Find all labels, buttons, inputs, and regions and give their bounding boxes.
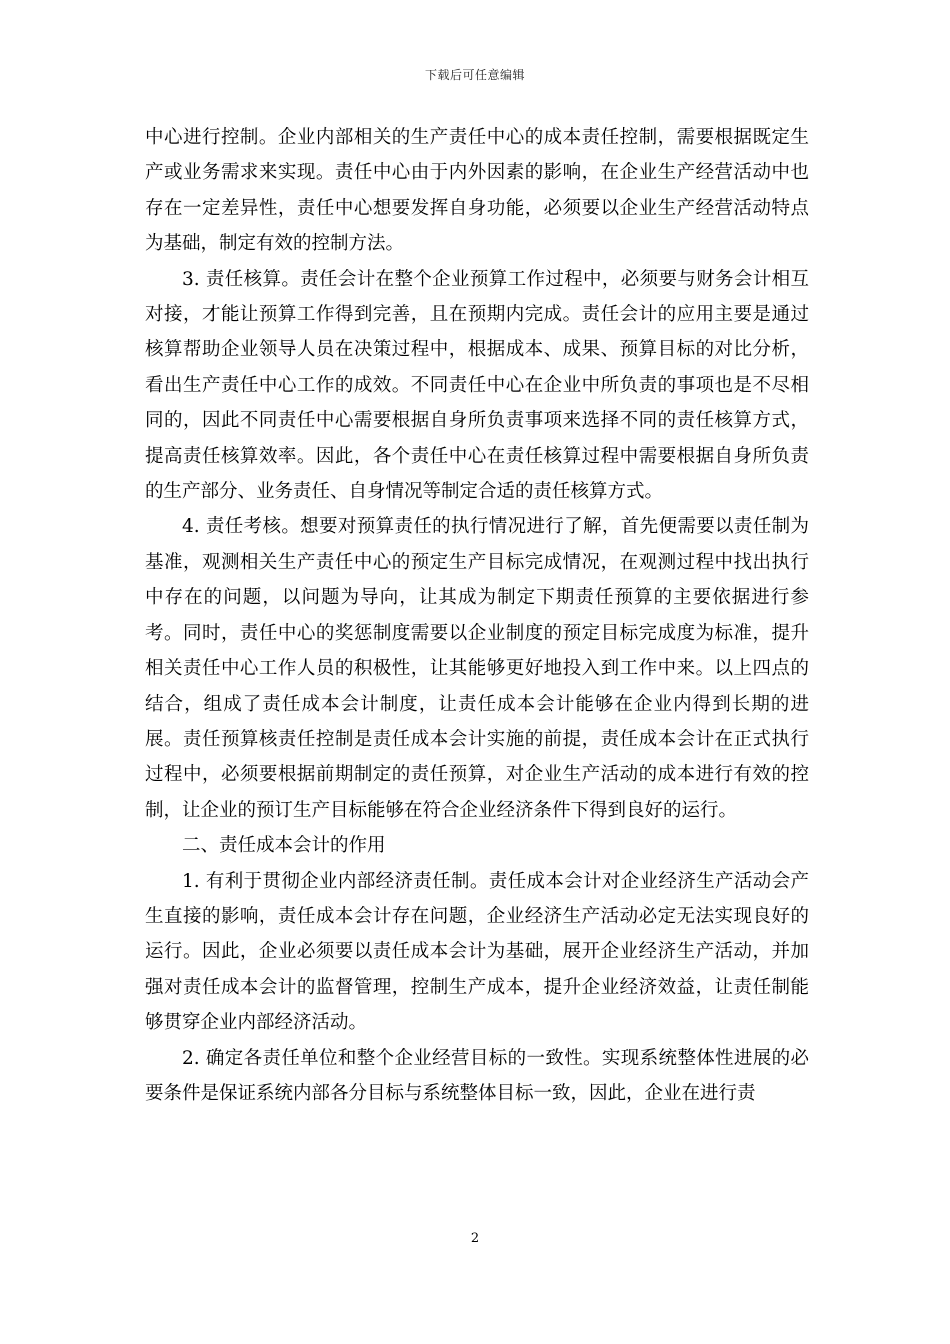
paragraph-continuation: 中心进行控制。企业内部相关的生产责任中心的成本责任控制，需要根据既定生产或业务需求来实现。责任中心由于内外因素的影响，在企业生产经营活动中也存在一定差异性，责任中心想要发挥自身功能，必须要以企业生产经营活动特点为基础，制定有效的控制方法。 (145, 127, 809, 255)
page-number: 2 (470, 1231, 480, 1246)
paragraph-responsibility-assessment: 4. 责任考核。想要对预算责任的执行情况进行了解，首先便需要以责任制为基准，观测相关生产责任中心的预定生产目标完成情况，在观测过程中找出执行中存在的问题，以问题为导向，让其成为制定下期责任预算的主要依据进行参考。同时，责任中心的奖惩制度需要以企业制度的预定目标完成度为标准，提升相关责任中心工作人员的积极性，让其能够更好地投入到工作中来。以上四点的结合，组成了责任成本会计制度，让责任成本会计能够在企业内得到长期的进展。责任预算核责任控制是责任成本会计实施的前提，责任成本会计在正式执行过程中，必须要根据前期制定的责任预算，对企业生产活动的成本进行有效的控制，让企业的预订生产目标能够在符合企业经济条件下得到良好的运行。 (145, 516, 809, 821)
document-body (145, 120, 809, 1111)
page-header: 下载后可任意编辑 (424, 68, 525, 82)
paragraph-goal-consistency: 2. 确定各责任单位和整个企业经营目标的一致性。实现系统整体性进展的必要条件是保证系统内部各分目标与系统整体目标一致，因此，企业在进行责 (145, 1047, 809, 1104)
section-heading-role: 二、责任成本会计的作用 (182, 835, 386, 857)
paragraph-responsibility-accounting: 3. 责任核算。责任会计在整个企业预算工作过程中，必须要与财务会计相互对接，才能让预算工作得到完善，且在预期内完成。责任会计的应用主要是通过核算帮助企业领导人员在决策过程中，根据成本、成果、预算目标的对比分析，看出生产责任中心工作的成效。不同责任中心在企业中所负责的事项也是不尽相同的，因此不同责任中心需要根据自身所负责事项来选择不同的责任核算方式，提高责任核算效率。因此，各个责任中心在责任核算过程中需要根据自身所负责的生产部分、业务责任、自身情况等制定合适的责任核算方式。 (145, 268, 809, 503)
paragraph-economic-responsibility: 1. 有利于贯彻企业内部经济责任制。责任成本会计对企业经济生产活动会产生直接的影响，责任成本会计存在问题，企业经济生产活动必定无法实现良好的运行。因此，企业必须要以责任成本会计为基础，展开企业经济生产活动，并加强对责任成本会计的监督管理，控制生产成本，提升企业经济效益，让责任制能够贯穿企业内部经济活动。 (145, 870, 809, 1034)
